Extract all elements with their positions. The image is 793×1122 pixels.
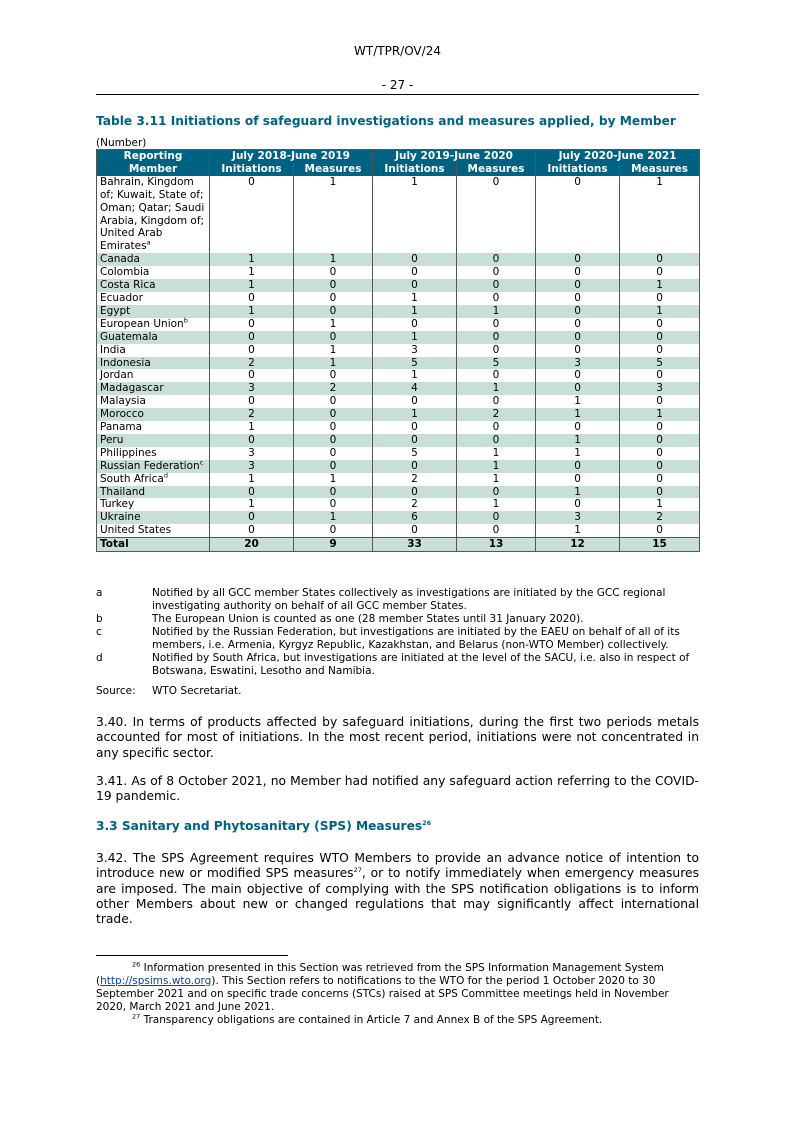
table-row: [97, 279, 700, 292]
member-cell: Colombia: [97, 266, 210, 279]
value-cell: 0: [620, 318, 700, 331]
member-cell: Malaysia: [97, 395, 210, 408]
value-cell: 1: [536, 486, 620, 499]
header-initiations: Initiations: [210, 163, 294, 176]
value-cell: 0: [620, 369, 700, 382]
member-cell: Philippines: [97, 447, 210, 460]
value-cell: 1: [536, 447, 620, 460]
value-cell: 0: [536, 266, 620, 279]
footnote-rule: [96, 955, 288, 956]
value-cell: 0: [457, 344, 536, 357]
value-cell: 6: [373, 511, 457, 524]
value-cell: 0: [536, 279, 620, 292]
paragraph-3-41: 3.41. As of 8 October 2021, no Member had notified any safeguard action referring to the COVID-19 pandemic.: [96, 774, 699, 804]
header-initiations: Initiations: [373, 163, 457, 176]
value-cell: 3: [536, 511, 620, 524]
table-row: [97, 253, 700, 266]
value-cell: 3: [210, 447, 294, 460]
value-cell: 0: [294, 434, 373, 447]
table-unit: (Number): [96, 137, 147, 149]
value-cell: 1: [457, 382, 536, 395]
value-cell: 0: [457, 524, 536, 537]
value-cell: 3: [210, 382, 294, 395]
member-cell: Ecuador: [97, 292, 210, 305]
value-cell: 1: [294, 357, 373, 370]
value-cell: 0: [210, 369, 294, 382]
value-cell: 0: [210, 511, 294, 524]
table-row: [97, 176, 700, 253]
value-cell: 0: [294, 292, 373, 305]
total-cell: 20: [210, 538, 294, 552]
value-cell: 1: [210, 305, 294, 318]
member-cell: Ukraine: [97, 511, 210, 524]
value-cell: 0: [457, 511, 536, 524]
value-cell: 1: [210, 473, 294, 486]
value-cell: 0: [620, 473, 700, 486]
total-cell: 13: [457, 538, 536, 552]
member-cell: Bahrain, Kingdom of; Kuwait, State of; Oman; Qatar; Saudi Arabia, Kingdom of; United Arab Emirates$^a$: [97, 176, 210, 253]
value-cell: 3: [373, 344, 457, 357]
table-notes: [96, 587, 699, 698]
value-cell: 5: [620, 357, 700, 370]
paragraph-3-40: 3.40. In terms of products affected by safeguard initiations, during the first two periods metals accounted for most of initiations. In the most recent period, initiations were not concentrated in any specific sector.: [96, 715, 699, 760]
member-cell: Indonesia: [97, 357, 210, 370]
value-cell: 0: [536, 176, 620, 253]
value-cell: 1: [457, 473, 536, 486]
header-measures: Measures: [294, 163, 373, 176]
footnote-ref-27: 27: [353, 866, 362, 875]
member-cell: Peru: [97, 434, 210, 447]
safeguard-table: [96, 149, 700, 552]
value-cell: 0: [620, 266, 700, 279]
value-cell: 0: [457, 176, 536, 253]
member-cell: India: [97, 344, 210, 357]
table-row: [97, 318, 700, 331]
value-cell: 1: [536, 408, 620, 421]
value-cell: 0: [536, 318, 620, 331]
value-cell: 0: [210, 524, 294, 537]
member-cell: Turkey: [97, 498, 210, 511]
footnote-26: $^{26}$ Information presented in this Section was retrieved from the SPS Information Management System (http://spsims.wto.org). This Section refers to notifications to the WTO for the period 1 October 2020 to 30 September 2021 and on specific trade concerns (STCs) raised at SPS Committee meetings held in November 2020, March 2021 and June 2021.: [96, 960, 669, 1013]
header-measures: Measures: [457, 163, 536, 176]
value-cell: 5: [373, 447, 457, 460]
value-cell: 1: [294, 473, 373, 486]
value-cell: 1: [210, 421, 294, 434]
total-cell: 33: [373, 538, 457, 552]
total-cell: 15: [620, 538, 700, 552]
table-row: [97, 473, 700, 486]
value-cell: 2: [457, 408, 536, 421]
table-row: [97, 395, 700, 408]
value-cell: 1: [457, 447, 536, 460]
value-cell: 2: [294, 382, 373, 395]
value-cell: 0: [536, 473, 620, 486]
value-cell: 0: [373, 279, 457, 292]
value-cell: 0: [457, 421, 536, 434]
value-cell: 1: [210, 253, 294, 266]
value-cell: 0: [373, 460, 457, 473]
value-cell: 0: [457, 434, 536, 447]
value-cell: 0: [294, 266, 373, 279]
value-cell: 0: [457, 266, 536, 279]
member-cell: European Union$^b$: [97, 318, 210, 331]
member-cell: South Africa$^d$: [97, 473, 210, 486]
value-cell: 2: [210, 408, 294, 421]
total-label: Total: [97, 538, 210, 552]
value-cell: 4: [373, 382, 457, 395]
note-marker: a: [146, 238, 151, 247]
value-cell: 0: [620, 434, 700, 447]
table-row: [97, 498, 700, 511]
value-cell: 0: [294, 447, 373, 460]
value-cell: 0: [536, 382, 620, 395]
value-cell: 1: [373, 408, 457, 421]
value-cell: 0: [457, 253, 536, 266]
table-row: [97, 486, 700, 499]
value-cell: 0: [620, 524, 700, 537]
value-cell: 0: [457, 318, 536, 331]
value-cell: 0: [373, 253, 457, 266]
table-row: [97, 408, 700, 421]
value-cell: 1: [536, 395, 620, 408]
member-cell: Thailand: [97, 486, 210, 499]
value-cell: 1: [210, 266, 294, 279]
value-cell: 0: [210, 331, 294, 344]
table-source: Source: WTO Secretariat.: [96, 685, 242, 697]
table-row: [97, 331, 700, 344]
note-a: a Notified by all GCC member States collectively as investigations are initiated by the GCC regional investigating authority on behalf of all GCC member States.: [96, 587, 666, 612]
header-period-1: July 2018-June 2019: [210, 150, 373, 163]
value-cell: 1: [620, 408, 700, 421]
value-cell: 0: [373, 524, 457, 537]
table-row: [97, 357, 700, 370]
value-cell: 0: [210, 344, 294, 357]
value-cell: 1: [457, 305, 536, 318]
value-cell: 5: [373, 357, 457, 370]
header-measures: Measures: [620, 163, 700, 176]
header-period-3: July 2020-June 2021: [536, 150, 700, 163]
value-cell: 1: [373, 305, 457, 318]
member-cell: Morocco: [97, 408, 210, 421]
value-cell: 0: [210, 292, 294, 305]
note-b: b The European Union is counted as one (28 member States until 31 January 2020).: [96, 613, 584, 625]
value-cell: 1: [294, 176, 373, 253]
value-cell: 0: [373, 421, 457, 434]
value-cell: 1: [373, 292, 457, 305]
value-cell: 0: [536, 369, 620, 382]
value-cell: 0: [373, 318, 457, 331]
value-cell: 1: [294, 253, 373, 266]
value-cell: 0: [294, 460, 373, 473]
value-cell: 3: [536, 357, 620, 370]
value-cell: 0: [294, 331, 373, 344]
header-initiations: Initiations: [536, 163, 620, 176]
header-member: Member: [97, 163, 210, 176]
value-cell: 1: [620, 279, 700, 292]
value-cell: 0: [536, 292, 620, 305]
footnote-27: $^{27}$ Transparency obligations are contained in Article 7 and Annex B of the SPS Agreement.: [132, 1012, 603, 1026]
document-symbol: WT/TPR/OV/24: [354, 44, 441, 58]
value-cell: 1: [373, 176, 457, 253]
value-cell: 1: [210, 498, 294, 511]
value-cell: 0: [294, 395, 373, 408]
value-cell: 2: [620, 511, 700, 524]
value-cell: 1: [536, 524, 620, 537]
member-cell: Russian Federation$^c$: [97, 460, 210, 473]
member-cell: Madagascar: [97, 382, 210, 395]
member-cell: Costa Rica: [97, 279, 210, 292]
value-cell: 0: [294, 408, 373, 421]
value-cell: 0: [536, 253, 620, 266]
value-cell: 0: [457, 395, 536, 408]
paragraph-3-42: 3.42. The SPS Agreement requires WTO Members to provide an advance notice of intention to introduce new or modified SPS measures$^{27}$, or to notify immediately when emergency measures are imposed. The main objective of complying with the SPS notification obligations is to inform other Members about new or changed regulations that may significantly affect international trade.: [96, 851, 699, 927]
table-row: [97, 460, 700, 473]
value-cell: 0: [536, 498, 620, 511]
value-cell: 0: [620, 447, 700, 460]
note-marker: d: [163, 471, 168, 480]
value-cell: 0: [294, 279, 373, 292]
value-cell: 3: [210, 460, 294, 473]
footnotes: [96, 962, 699, 1027]
value-cell: 0: [620, 395, 700, 408]
member-cell: Canada: [97, 253, 210, 266]
page-number: - 27 -: [381, 78, 414, 92]
table-row: [97, 524, 700, 537]
value-cell: 0: [373, 395, 457, 408]
table-row: [97, 447, 700, 460]
member-cell: Panama: [97, 421, 210, 434]
value-cell: 0: [210, 395, 294, 408]
value-cell: 0: [294, 421, 373, 434]
table-row: [97, 292, 700, 305]
value-cell: 1: [536, 434, 620, 447]
value-cell: 1: [373, 369, 457, 382]
value-cell: 0: [294, 524, 373, 537]
value-cell: 0: [620, 460, 700, 473]
value-cell: 0: [536, 344, 620, 357]
value-cell: 1: [373, 331, 457, 344]
section-title: 3.3 Sanitary and Phytosanitary (SPS) Measures$^{26}$: [96, 818, 432, 833]
value-cell: 0: [373, 434, 457, 447]
value-cell: 0: [536, 460, 620, 473]
value-cell: 0: [210, 434, 294, 447]
value-cell: 0: [457, 292, 536, 305]
table-row: [97, 266, 700, 279]
value-cell: 0: [294, 486, 373, 499]
value-cell: 0: [373, 266, 457, 279]
value-cell: 1: [457, 498, 536, 511]
note-marker: c: [199, 458, 204, 467]
note-marker: b: [183, 316, 188, 325]
value-cell: 0: [536, 421, 620, 434]
header-period-2: July 2019-June 2020: [373, 150, 536, 163]
value-cell: 1: [457, 460, 536, 473]
table-row: [97, 421, 700, 434]
value-cell: 0: [536, 331, 620, 344]
value-cell: 0: [457, 486, 536, 499]
member-cell: Guatemala: [97, 331, 210, 344]
value-cell: 1: [620, 498, 700, 511]
value-cell: 0: [620, 253, 700, 266]
member-cell: Jordan: [97, 369, 210, 382]
total-cell: 12: [536, 538, 620, 552]
value-cell: 0: [373, 486, 457, 499]
value-cell: 5: [457, 357, 536, 370]
value-cell: 1: [294, 344, 373, 357]
table-row: [97, 369, 700, 382]
value-cell: 1: [210, 279, 294, 292]
table-title: Table 3.11 Initiations of safeguard investigations and measures applied, by Member: [96, 114, 676, 128]
member-cell: Egypt: [97, 305, 210, 318]
value-cell: 1: [294, 511, 373, 524]
table-row: [97, 511, 700, 524]
value-cell: 3: [620, 382, 700, 395]
value-cell: 0: [210, 318, 294, 331]
total-cell: 9: [294, 538, 373, 552]
value-cell: 0: [457, 369, 536, 382]
value-cell: 0: [536, 305, 620, 318]
value-cell: 0: [620, 486, 700, 499]
value-cell: 0: [620, 292, 700, 305]
value-cell: 2: [210, 357, 294, 370]
value-cell: 0: [294, 498, 373, 511]
note-c: c Notified by the Russian Federation, but investigations are initiated by the EAEU on behalf of all of its members, i.e. Armenia, Kyrgyz Republic, Kazakhstan, and Belarus (non-WTO Member) collectively.: [96, 626, 680, 651]
header-reporting: Reporting: [97, 150, 210, 163]
spsims-link[interactable]: http://spsims.wto.org: [100, 975, 212, 987]
value-cell: 2: [373, 473, 457, 486]
value-cell: 1: [620, 176, 700, 253]
value-cell: 0: [620, 421, 700, 434]
value-cell: 0: [294, 369, 373, 382]
value-cell: 0: [620, 344, 700, 357]
member-cell: United States: [97, 524, 210, 537]
value-cell: 0: [620, 331, 700, 344]
table-row: [97, 382, 700, 395]
value-cell: 0: [210, 486, 294, 499]
value-cell: 0: [457, 279, 536, 292]
value-cell: 1: [620, 305, 700, 318]
value-cell: 0: [294, 305, 373, 318]
value-cell: 2: [373, 498, 457, 511]
header-rule: [96, 94, 699, 95]
value-cell: 1: [294, 318, 373, 331]
value-cell: 0: [210, 176, 294, 253]
total-row: [97, 538, 700, 552]
table-row: [97, 434, 700, 447]
table-row: [97, 344, 700, 357]
note-d: d Notified by South Africa, but investigations are initiated at the level of the SACU, i.e. also in respect of Botswana, Eswatini, Lesotho and Namibia.: [96, 652, 690, 677]
footnote-ref-26: 26: [422, 818, 432, 827]
value-cell: 0: [457, 331, 536, 344]
